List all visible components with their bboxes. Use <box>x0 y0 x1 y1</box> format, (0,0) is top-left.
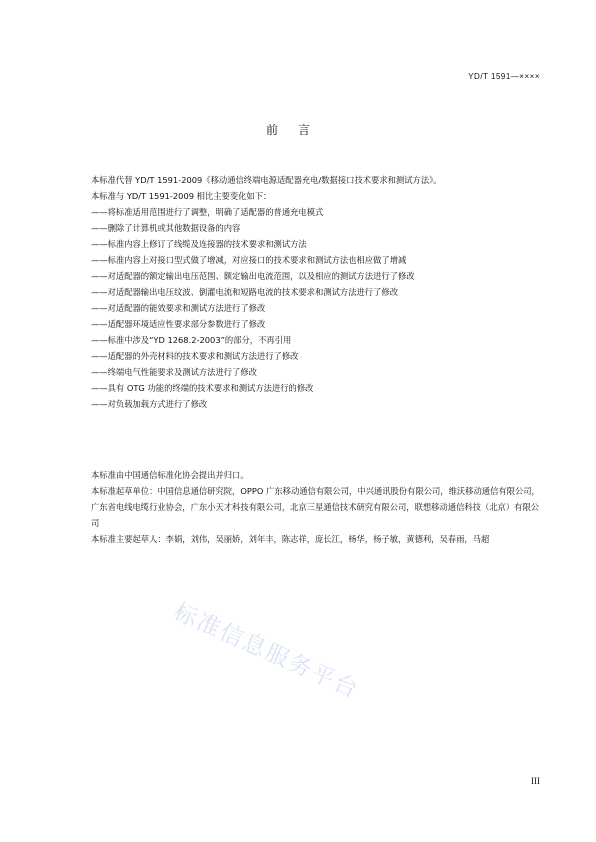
page-number: III <box>531 776 540 786</box>
document-number: YD/T 1591—×××× <box>468 72 540 81</box>
change-item-6: ——对适配器输出电压纹波、倒灌电流和短路电流的技术要求和测试方法进行了修改 <box>91 287 398 297</box>
intro-line-1: 本标准代替 YD/T 1591-2009《移动通信终端电源适配器充电/数据接口技术要求和测试方法》。 <box>91 175 442 185</box>
change-item-7: ——对适配器的能效要求和测试方法进行了修改 <box>91 303 266 313</box>
drafters-paragraph: 本标准主要起草人：李娟，刘伟，吴丽娇，刘年丰，陈志祥，庞长江，杨华，杨子敏，黄德利，吴春雨，马超 <box>91 534 490 544</box>
proposed-by-paragraph: 本标准由中国通信标准化协会提出并归口。 <box>91 470 249 480</box>
change-item-10: ——适配器的外壳材料的技术要求和测试方法进行了修改 <box>91 351 299 361</box>
page-title: 前言 <box>265 123 330 137</box>
change-item-5: ——对适配器的额定输出电压范围、额定输出电流范围，以及相应的测试方法进行了修改 <box>91 271 415 281</box>
changes-section <box>91 172 547 412</box>
drafting-units-paragraph: 本标准起草单位：中国信息通信研究院，OPPO 广东移动通信有限公司，中兴通讯股份有限公司，维沃移动通信有限公司，广东省电线电缆行业协会，广东小天才科技有限公司，北京三星通信技术研究有限公司，联想移动通信科技（北京）有限公司 <box>91 486 540 528</box>
drafting-info-section <box>91 467 543 547</box>
watermark: 标准信息服务平台 <box>169 598 363 705</box>
change-item-2: ——删除了计算机或其他数据设备的内容 <box>91 223 241 233</box>
change-item-1: ——将标准适用范围进行了调整，明确了适配器的普通充电模式 <box>91 207 324 217</box>
change-item-3: ——标准内容上修订了线缆及连接器的技术要求和测试方法 <box>91 239 307 249</box>
change-item-4: ——标准内容上对接口型式做了增减，对应接口的技术要求和测试方法也相应做了增减 <box>91 255 407 265</box>
change-item-8: ——适配器环境适应性要求部分参数进行了修改 <box>91 319 266 329</box>
change-item-9: ——标准中涉及“YD 1268.2-2003”的部分，不再引用 <box>91 335 292 345</box>
change-item-11: ——终端电气性能要求及测试方法进行了修改 <box>91 367 257 377</box>
change-item-13: ——对负载加载方式进行了修改 <box>91 399 208 409</box>
change-item-12: ——具有 OTG 功能的终端的技术要求和测试方法进行的修改 <box>91 383 314 393</box>
intro-line-2: 本标准与 YD/T 1591-2009 相比主要变化如下： <box>91 191 272 201</box>
